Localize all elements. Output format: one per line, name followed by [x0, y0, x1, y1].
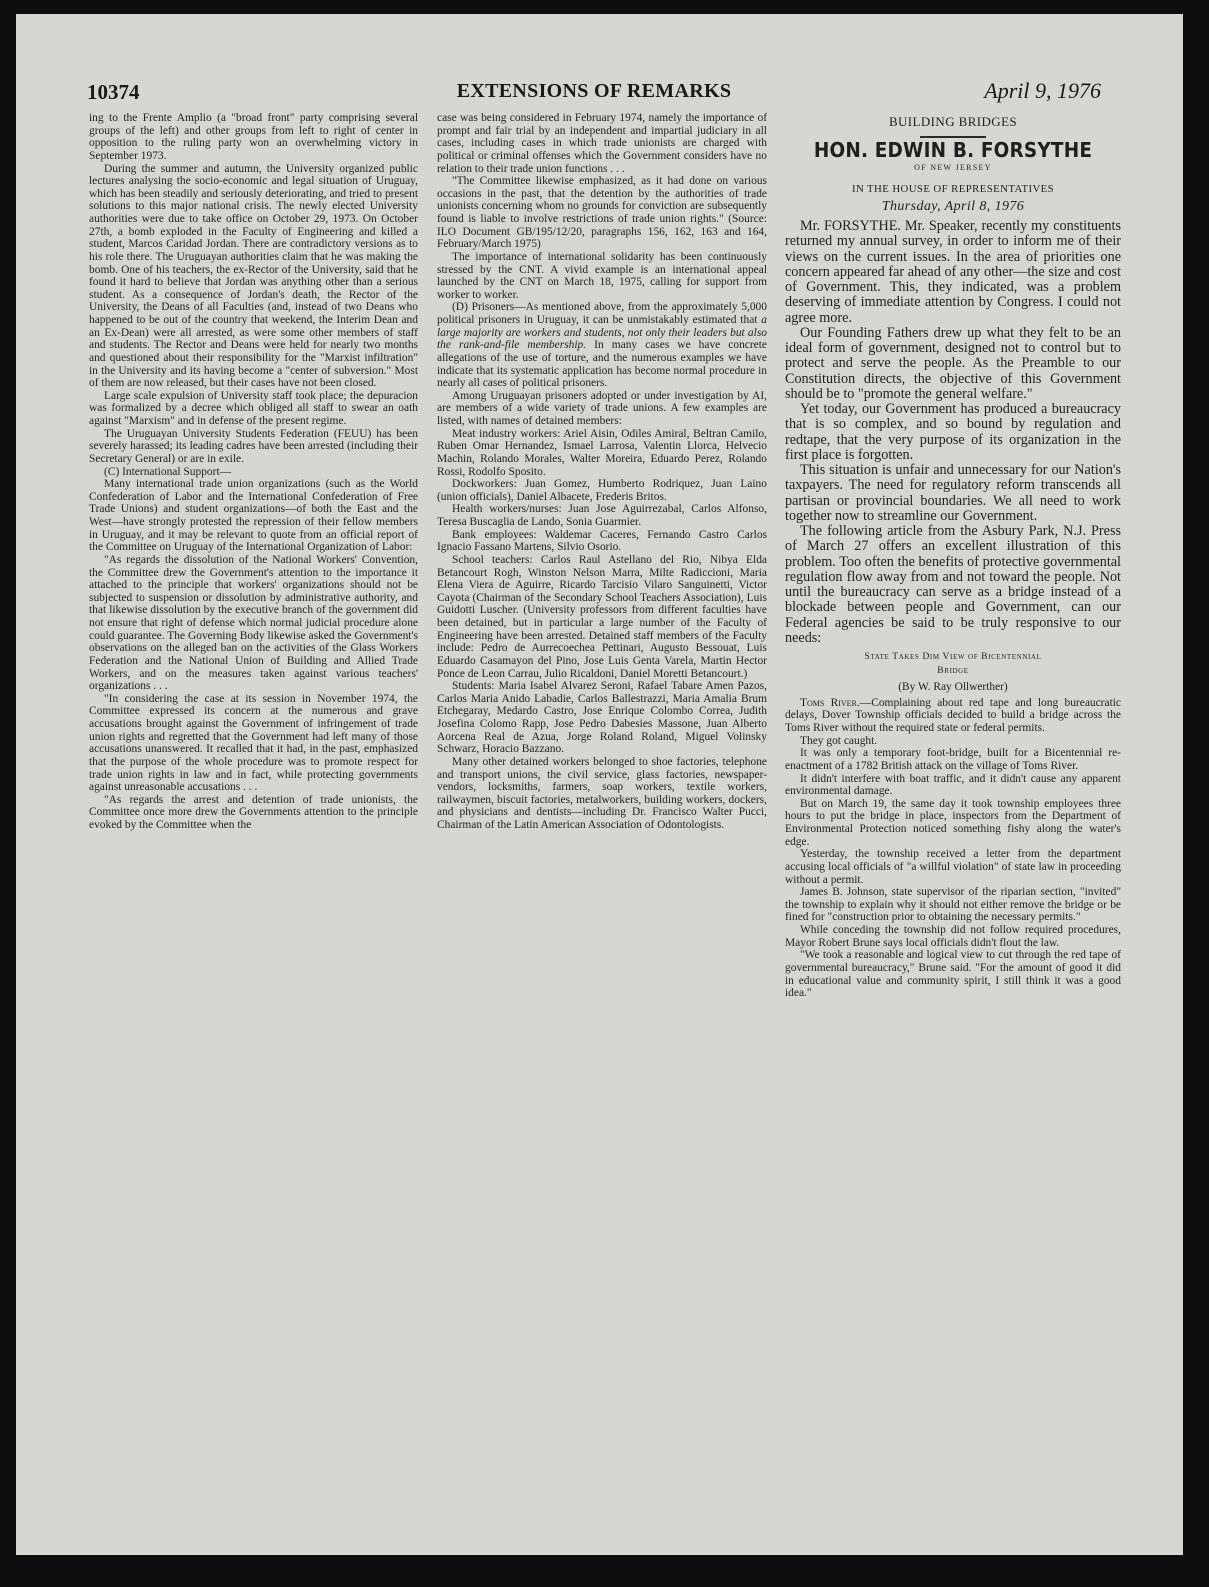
quote-paragraph: case was being considered in February 1974, namely the importance of prompt and fair trial by an independent and impartial judiciary in all cases, including cases in which trade unionists are charged with political or criminal offenses which the Government considers have no relation to their trade union functions . . .: [437, 112, 767, 175]
paragraph: Large scale expulsion of University staff took place; the depuracion was formalized by a decree which obliged all staff to swear an oath against "Marxism" and in defense of the present regime.: [89, 389, 418, 427]
quote-paragraph: "In considering the case at its session in November 1974, the Committee expressed its concern at the numerous and grave accusations brought against the Government of infringement of trade union rights and regretted that the Government had left many of those accusations unanswered. It recalled that it had, in the past, emphasized that the purpose of the whole procedure was to promote respect for trade union rights in law and in fact, while protecting governments against unreasonable accusations . . .: [89, 692, 418, 794]
prisoners-emphasis: a large majority are workers and students, not only their leaders but also the rank-and-file membership.: [437, 314, 767, 352]
list-item: Health workers/nurses: Juan Jose Aguirrezabal, Carlos Alfonso, Teresa Buscaglia de Lando, Sonia Guarmier.: [437, 503, 767, 528]
article-title-line-1: State Takes Dim View of Bicentennial: [864, 651, 1042, 663]
prisoners-text: (D) Prisoners—As mentioned above, from the approximately 5,000 political prisoners in Uruguay, it can be unmistakably estimated that: [437, 301, 767, 326]
scanned-page: [16, 14, 1183, 1555]
article-dateline: Toms River.: [800, 696, 860, 709]
page-header: [87, 80, 1101, 106]
page-number: 10374: [87, 80, 140, 104]
article-paragraph: James B. Johnson, state supervisor of the riparian section, "invited" the township to explain why it should not either remove the bridge or be fined for "construction prior to obtaining the necessary permits.": [785, 886, 1121, 924]
article-paragraph: Yesterday, the township received a letter from the department accusing local officials of "a willful violation" of state law in proceeding without a permit.: [785, 848, 1121, 886]
paragraph: The Uruguayan University Students Federation (FEUU) has been severely harassed; its leading cadres have been arrested (including their Secretary General) or are in exile.: [89, 427, 418, 465]
list-item: Bank employees: Waldemar Caceres, Fernando Castro Carlos Ignacio Fassano Martens, Silvio Osorio.: [437, 528, 767, 554]
article-paragraph: But on March 19, the same day it took township employees three hours to put the bridge in place, inspectors from the Department of Environmental Protection noticed something fishy along the water's edge.: [785, 797, 1121, 848]
article-title: [785, 650, 1121, 678]
speech-body: [785, 219, 1121, 646]
quote-paragraph: "The Committee likewise emphasized, as it had done on various occasions in the past, that the detention by the authorities of trade unionists concerning whom no grounds for conviction are subsequently found is liable to involve restrictions of trade union rights." (Source: ILO Document GB/195/12/20, paragraphs 156, 162, 163 and 164, February/March 1975): [437, 175, 767, 251]
column-middle: [437, 112, 767, 1530]
speech-paragraph: Yet today, our Government has produced a bureaucracy that is so complex, and so bound by regulation and redtape, that the very purpose of its organization in the first place is forgotten.: [785, 401, 1121, 463]
prisoners-text-cont: In many cases we have concrete allegations of the use of torture, and the numerous examples we have indicate that its systematic application has become normal procedure in nearly all cases of political prisoners.: [437, 339, 767, 390]
paragraph: During the summer and autumn, the University organized public lectures analysing the socio-economic and legal situation of Uruguay, which has been steadily and seriously deteriorating, and tried to present solutions to this major national crisis. The newly elected University authorities were due to take office on October 29, 1973. On October 27th, a bomb exploded in the Faculty of Engineering and killed a student, Marcos Caridad Jordan. There are contradictory versions as to his role there. The Uruguayan authorities claim that he was making the bomb. One of his teachers, the ex-Rector of the University, said that he found it hard to believe that Jordan was anything other than a serious student. As a consequence of Jordan's death, the Rector of the University, the Deans of all Faculties (and, instead of two Deans who happened to be out of the country that weekend, the Interim Dean and an Ex-Dean) were all arrested, as were some other members of staff and students. The Rector and Deans were held for nearly two months and questioned about their responsibility for the "Marxist infiltration" in the University and its having become a "center of subversion." Most of them are now released, but their cases have not been closed.: [89, 162, 418, 390]
article-paragraph: While conceding the township did not follow required procedures, Mayor Robert Brune says local officials didn't flout the law.: [785, 924, 1121, 949]
paragraph: Among Uruguayan prisoners adopted or under investigation by AI, are members of a wide variety of trade unions. A few examples are listed, with names of detained members:: [437, 389, 767, 427]
article-paragraph: They got caught.: [800, 734, 878, 747]
member-name: HON. EDWIN B. FORSYTHE: [813, 137, 1093, 162]
speech-date: Thursday, April 8, 1976: [881, 198, 1025, 214]
speech-paragraph: Our Founding Fathers drew up what they felt to be an ideal form of government, designed not to control but to protect and serve the people. As the Preamble to our Constitution directs, the objective of this Government should be to "promote the general welfare.": [785, 324, 1121, 402]
issue-date: April 9, 1976: [984, 78, 1101, 103]
speech-paragraph: Mr. FORSYTHE. Mr. Speaker, recently my constituents returned my annual survey, in order to inform me of their views on the current issues. In the area of priorities one concern appeared far ahead of any other—the size and cost of Government. This, they indicated, was a problem deserving of immediate attention by Congress. I could not agree more.: [785, 218, 1121, 326]
list-item: Students: Maria Isabel Alvarez Seroni, Rafael Tabare Amen Pazos, Carlos Maria Anido Labadie, Carlos Ballestrazzi, Maria Amalia Brum Etchegaray, Medardo Castro, Jose Enrique Colombo Correa, Judith Josefina Colomo Rapp, Jose Pedro Dabesies Massone, Juan Alberto Aorcena Real de Azua, Jorge Roland Roland, Miguel Volinsky Schwarz, Horacio Bazzano.: [437, 680, 767, 756]
publication-title: EXTENSIONS OF REMARKS: [456, 80, 732, 102]
article-title-line-2: Bridge: [937, 665, 969, 677]
paragraph: Many other detained workers belonged to shoe factories, telephone and transport unions, the civil service, glass factories, newspaper-vendors, locksmiths, farmers, soap workers, textile workers, railwaymen, biscuit factories, metalworkers, building workers, dockers, and physicians and dentists—including Dr. Francisco Walter Pucci, Chairman of the Latin American Association of Odontologists.: [437, 755, 767, 831]
section-title: BUILDING BRIDGES: [888, 114, 1018, 129]
paragraph: ing to the Frente Amplio (a "broad front" party comprising several groups of the left) and other groups from left to right of center in opposition to the ruling party won an overwhelming victory in September 1973.: [89, 112, 418, 162]
article-byline: (By W. Ray Ollwerther): [898, 681, 1008, 694]
chamber-line: IN THE HOUSE OF REPRESENTATIVES: [851, 182, 1055, 195]
article-paragraph: It didn't interfere with boat traffic, and it didn't cause any apparent environmental damage.: [785, 772, 1121, 798]
list-item: Dockworkers: Juan Gomez, Humberto Rodriquez, Juan Laino (union officials), Daniel Albacete, Frederis Britos.: [437, 478, 767, 503]
subheading: (C) International Support—: [104, 465, 232, 478]
column-right: [785, 112, 1121, 1530]
paragraph-prisoners: [437, 301, 767, 389]
speech-paragraph: The following article from the Asbury Park, N.J. Press of March 27 offers an excellent illustration of this problem. Too often the benefits of protective governmental regulation flow away from and not toward the people. Not until the bureaucracy can serve as a bridge instead of a blockade between people and Government, can our Federal agencies be said to be truly responsive to our needs:: [785, 523, 1121, 646]
paragraph: The importance of international solidarity has been continuously stressed by the CNT. A vivid example is an international appeal launched by the CNT on March 18, 1975, calling for support from worker to worker.: [437, 250, 767, 301]
member-state: OF NEW JERSEY: [914, 163, 992, 173]
list-item: School teachers: Carlos Raul Astellano del Rio, Nibya Elda Betancourt Rogh, Winston Nelson Marra, Milte Radiccioni, Maria Elena Viera de Aguirre, Ricardo Tarcisio Vilaro Sanguinetti, Victor Cayota (Chairman of the Secondary School Teachers Association), Luis Guidotti Luscher. (University professors from different faculties have been detained, but in particular a large number of the Faculty of Engineering have been arrested. Detained staff members of the Faculty include: Pedro de Aurrecoechea Pettinari, Augusto Bessouat, Luis Eduardo Casamayon del Pino, Jose Luis Genta Varela, Martin Hector Ponce de Leon Carrau, Julio Ricaldoni, Daniel Moretti Betancourt.): [437, 553, 767, 680]
quote-paragraph: "As regards the arrest and detention of trade unionists, the Committee once more drew the Governments attention to the principle evoked by the Committee when the: [89, 793, 418, 831]
paragraph: Many international trade union organizations (such as the World Confederation of Labor and the International Confederation of Free Trade Unions) and student organizations—of both the East and the West—have strongly protested the repression of their fellow members in Uruguay, and it may be relevant to quote from an official report of the Committee on Uruguay of the International Organization of Labor:: [89, 478, 418, 554]
speech-paragraph: This situation is unfair and unnecessary for our Nation's taxpayers. The need for regulatory reform transcends all partisan or provincial boundaries. We all need to work together now to streamline our Government.: [785, 462, 1121, 524]
column-left: [89, 112, 418, 1530]
quote-paragraph: "As regards the dissolution of the National Workers' Convention, the Committee drew the Government's attention to the importance it attached to the principle that workers' organizations should not be subjected to suspension or dissolution by administrative authority, and that likewise dissolution by the executive branch of the government did not ensure that right of defense which normal judicial procedure alone could guarantee. The Governing Body likewise asked the Government's observations on the alleged ban on the activities of the Glass Workers Federation and the National Union of Building and Allied Trade Workers, and on the measures taken against various teachers' organizations . . .: [89, 553, 418, 693]
list-item: Meat industry workers: Ariel Aisin, Odiles Amiral, Beltran Camilo, Ruben Omar Hernandez, Ismael Larrosa, Valentin Llorca, Helvecio Machin, Rolando Morales, Walter Moreira, Eduardo Perez, Rolando Rossi, Rodolfo Sposito.: [437, 427, 767, 478]
article-paragraph: "We took a reasonable and logical view to cut through the red tape of governmental bureaucracy," Brune said. "For the amount of good it did in educational value and community spirit, I still think it was a good idea.": [785, 949, 1121, 1000]
article-lead: [785, 697, 1121, 735]
article-lead-text: —Complaining about red tape and long bureaucratic delays, Dover Township officials decided to build a bridge across the Toms River without the required state or federal permits.: [785, 696, 1121, 734]
article-paragraph: It was only a temporary foot-bridge, built for a Bicentennial re-enactment of a 1782 British attack on the village of Toms River.: [785, 747, 1121, 772]
